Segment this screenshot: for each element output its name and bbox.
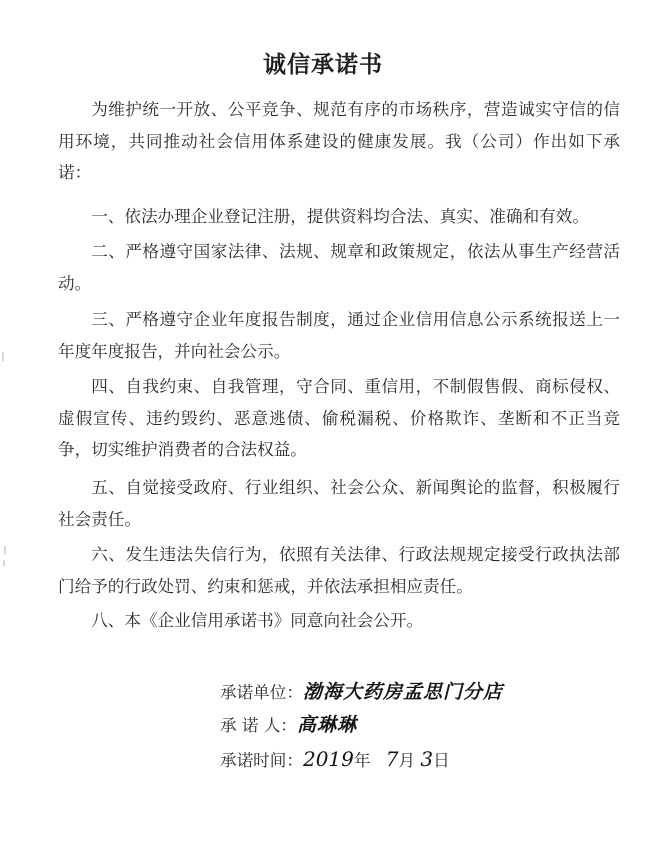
signature-date-day: 3 bbox=[420, 747, 434, 771]
signature-person-row bbox=[220, 710, 357, 740]
scan-margin-mark bbox=[2, 352, 4, 361]
signature-unit-handwriting: 渤海大药房孟思门分店 bbox=[302, 681, 503, 703]
paragraph-intro: 为维护统一开放、公平竞争、规范有序的市场秩序，营造诚实守信的信用环境，共同推动社会信用体系建设的健康发展。我（公司）作出如下承诺： bbox=[58, 100, 620, 183]
signature-unit-label: 承诺单位： bbox=[220, 683, 303, 702]
paragraph-item-2: 二、严格遵守国家法律、法规、规章和政策规定，依法从事生产经营活动。 bbox=[58, 242, 620, 293]
paragraph-item-3: 三、严格遵守企业年度报告制度，通过企业信用信息公示系统报送上一年度年度报告，并向社会公示。 bbox=[58, 310, 620, 361]
signature-date-month-unit: 月 bbox=[398, 751, 416, 770]
paragraph-item-1: 一、依法办理企业登记注册，提供资料均合法、真实、准确和有效。 bbox=[91, 207, 589, 226]
signature-unit-row bbox=[220, 677, 503, 707]
signature-person-handwriting: 高琳琳 bbox=[296, 714, 357, 736]
paragraph-item-8: 八、本《企业信用承诺书》同意向社会公开。 bbox=[91, 611, 424, 630]
signature-date-month: 7 bbox=[385, 747, 399, 771]
signature-person-label: 承 诺 人： bbox=[220, 716, 297, 735]
signature-date-day-unit: 日 bbox=[433, 751, 450, 770]
document-title: 诚信承诺书 bbox=[263, 51, 383, 78]
signature-date-year-unit: 年 bbox=[353, 751, 371, 770]
signature-date-label: 承诺时间： bbox=[220, 751, 303, 770]
signature-date-row bbox=[220, 744, 450, 774]
scan-margin-mark bbox=[4, 546, 6, 554]
signature-date-year: 2019 bbox=[302, 747, 354, 771]
paragraph-item-5: 五、自觉接受政府、行业组织、社会公众、新闻舆论的监督，积极履行社会责任。 bbox=[58, 478, 620, 529]
paragraph-item-4: 四、自我约束、自我管理，守合同、重信用，不制假售假、商标侵权、虚假宣传、违约毁约、恶意逃债、偷税漏税、价格欺诈、垄断和不正当竞争，切实维护消费者的合法权益。 bbox=[58, 377, 620, 460]
paragraph-item-6: 六、发生违法失信行为，依照有关法律、行政法规规定接受行政执法部门给予的行政处罚、约束和惩戒，并依法承担相应责任。 bbox=[58, 545, 620, 596]
scan-margin-mark bbox=[3, 560, 5, 566]
